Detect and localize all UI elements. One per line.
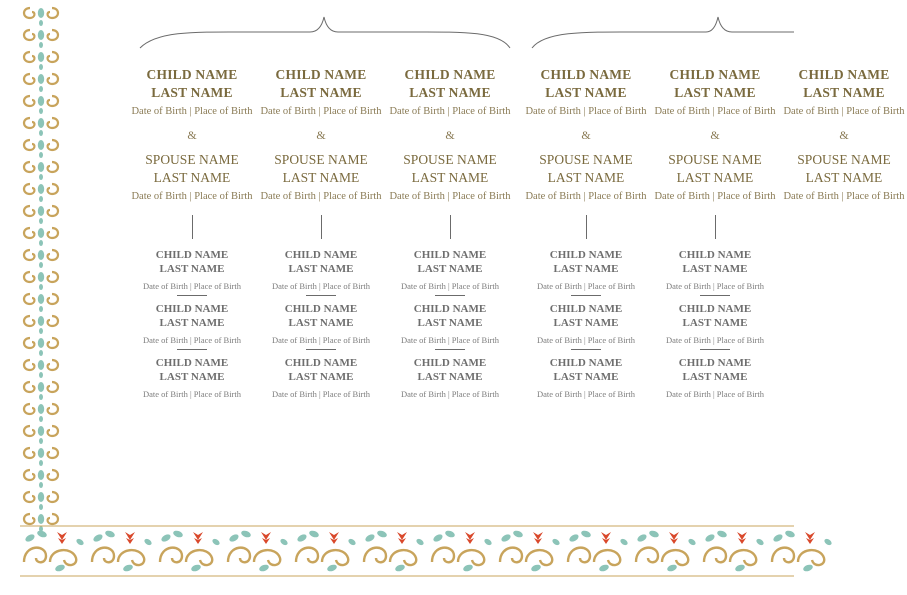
spouse-last-name[interactable]: LAST NAME [676,170,754,185]
grandchild-entry [523,248,649,291]
grandchild-last-name[interactable]: LAST NAME [417,371,483,383]
grandchild-first-name[interactable]: CHILD NAME [284,303,358,315]
grandchild-entry [387,356,513,399]
grandchild-first-name[interactable]: CHILD NAME [549,303,623,315]
child-first-name[interactable]: CHILD NAME [540,67,632,82]
child-birth-info[interactable]: Date of Birth | Place of Birth [525,106,647,117]
spouse-birth-info[interactable]: Date of Birth | Place of Birth [783,191,905,202]
spouse-birth-info[interactable]: Date of Birth | Place of Birth [260,191,382,202]
grandchild-last-name[interactable]: LAST NAME [553,317,619,329]
ampersand: & [445,128,455,142]
connector-line [715,215,716,239]
child-birth-info[interactable]: Date of Birth | Place of Birth [654,106,776,117]
sibling-divider [177,349,207,350]
grandchild-birth-info[interactable]: Date of Birth | Place of Birth [142,281,241,291]
grandchild-first-name[interactable]: CHILD NAME [155,357,229,369]
grandchild-birth-info[interactable]: Date of Birth | Place of Birth [400,335,499,345]
grandchild-last-name[interactable]: LAST NAME [288,371,354,383]
grandchild-first-name[interactable]: CHILD NAME [413,303,487,315]
family-column [523,66,649,399]
grandchild-first-name[interactable]: CHILD NAME [549,249,623,261]
spouse-first-name[interactable]: SPOUSE NAME [403,152,497,167]
grandchild-last-name[interactable]: LAST NAME [288,317,354,329]
child-last-name[interactable]: LAST NAME [803,85,885,100]
sibling-divider [571,349,601,350]
grandchild-last-name[interactable]: LAST NAME [159,371,225,383]
spouse-last-name[interactable]: LAST NAME [547,170,625,185]
grandchild-last-name[interactable]: LAST NAME [682,371,748,383]
connector-line [450,215,451,239]
sibling-divider [306,295,336,296]
grandchild-birth-info[interactable]: Date of Birth | Place of Birth [271,281,370,291]
family-column [258,66,384,399]
grandchild-birth-info[interactable]: Date of Birth | Place of Birth [271,335,370,345]
grandchild-last-name[interactable]: LAST NAME [288,263,354,275]
grandchild-entry [387,302,513,345]
spouse-birth-info[interactable]: Date of Birth | Place of Birth [525,191,647,202]
child-birth-info[interactable]: Date of Birth | Place of Birth [389,106,511,117]
spouse-first-name[interactable]: SPOUSE NAME [539,152,633,167]
spouse-last-name[interactable]: LAST NAME [153,170,231,185]
ampersand: & [581,128,591,142]
child-last-name[interactable]: LAST NAME [674,85,756,100]
grandchild-last-name[interactable]: LAST NAME [553,371,619,383]
grandchild-last-name[interactable]: LAST NAME [682,263,748,275]
child-first-name[interactable]: CHILD NAME [669,67,761,82]
grandchild-first-name[interactable]: CHILD NAME [678,249,752,261]
child-first-name[interactable]: CHILD NAME [146,67,238,82]
grandchild-birth-info[interactable]: Date of Birth | Place of Birth [536,335,635,345]
grandchild-first-name[interactable]: CHILD NAME [678,303,752,315]
ampersand: & [839,128,849,142]
child-last-name[interactable]: LAST NAME [280,85,362,100]
child-last-name[interactable]: LAST NAME [409,85,491,100]
grandchild-last-name[interactable]: LAST NAME [159,263,225,275]
grandchild-birth-info[interactable]: Date of Birth | Place of Birth [665,281,764,291]
left-brace-arc [138,14,512,54]
family-column [652,66,778,399]
spouse-first-name[interactable]: SPOUSE NAME [797,152,891,167]
grandchild-entry [652,302,778,345]
grandchild-last-name[interactable]: LAST NAME [553,263,619,275]
grandchild-first-name[interactable]: CHILD NAME [413,249,487,261]
grandchild-birth-info[interactable]: Date of Birth | Place of Birth [536,281,635,291]
grandchild-last-name[interactable]: LAST NAME [417,317,483,329]
grandchild-entry [652,248,778,291]
grandchild-first-name[interactable]: CHILD NAME [413,357,487,369]
grandchild-last-name[interactable]: LAST NAME [417,263,483,275]
ampersand: & [710,128,720,142]
spouse-birth-info[interactable]: Date of Birth | Place of Birth [654,191,776,202]
grandchild-entry [258,248,384,291]
grandchild-first-name[interactable]: CHILD NAME [155,249,229,261]
sibling-divider [435,349,465,350]
spouse-first-name[interactable]: SPOUSE NAME [668,152,762,167]
connector-line [321,215,322,239]
grandchild-birth-info[interactable]: Date of Birth | Place of Birth [142,335,241,345]
grandchild-birth-info[interactable]: Date of Birth | Place of Birth [536,389,635,399]
left-floral-border [18,0,68,520]
connector-line [586,215,587,239]
grandchild-first-name[interactable]: CHILD NAME [678,357,752,369]
child-first-name[interactable]: CHILD NAME [275,67,367,82]
grandchild-birth-info[interactable]: Date of Birth | Place of Birth [665,389,764,399]
spouse-birth-info[interactable]: Date of Birth | Place of Birth [131,191,253,202]
sibling-divider [177,295,207,296]
right-brace-arc [530,14,794,54]
child-last-name[interactable]: LAST NAME [151,85,233,100]
ampersand: & [187,128,197,142]
grandchild-entry [258,356,384,399]
grandchild-entry [129,356,255,399]
grandchild-entry [523,302,649,345]
grandchild-first-name[interactable]: CHILD NAME [155,303,229,315]
grandchild-birth-info[interactable]: Date of Birth | Place of Birth [665,335,764,345]
grandchild-first-name[interactable]: CHILD NAME [284,249,358,261]
spouse-first-name[interactable]: SPOUSE NAME [274,152,368,167]
sibling-divider [435,295,465,296]
grandchild-birth-info[interactable]: Date of Birth | Place of Birth [400,389,499,399]
connector-line [192,215,193,239]
sibling-divider [571,295,601,296]
child-first-name[interactable]: CHILD NAME [798,67,890,82]
grandchild-entry [129,302,255,345]
family-column [781,66,907,202]
spouse-last-name[interactable]: LAST NAME [282,170,360,185]
child-birth-info[interactable]: Date of Birth | Place of Birth [783,106,905,117]
ampersand: & [316,128,326,142]
sibling-divider [306,349,336,350]
grandchild-first-name[interactable]: CHILD NAME [284,357,358,369]
family-column [387,66,513,399]
grandchild-entry [387,248,513,291]
child-birth-info[interactable]: Date of Birth | Place of Birth [260,106,382,117]
spouse-last-name[interactable]: LAST NAME [805,170,883,185]
child-birth-info[interactable]: Date of Birth | Place of Birth [131,106,253,117]
grandchild-birth-info[interactable]: Date of Birth | Place of Birth [142,389,241,399]
spouse-last-name[interactable]: LAST NAME [411,170,489,185]
grandchild-last-name[interactable]: LAST NAME [682,317,748,329]
grandchild-entry [258,302,384,345]
grandchild-first-name[interactable]: CHILD NAME [549,357,623,369]
grandchild-entry [523,356,649,399]
grandchild-entry [129,248,255,291]
sibling-divider [700,295,730,296]
child-last-name[interactable]: LAST NAME [545,85,627,100]
child-first-name[interactable]: CHILD NAME [404,67,496,82]
grandchild-entry [652,356,778,399]
spouse-birth-info[interactable]: Date of Birth | Place of Birth [389,191,511,202]
grandchild-last-name[interactable]: LAST NAME [159,317,225,329]
bottom-floral-border [20,518,794,584]
spouse-first-name[interactable]: SPOUSE NAME [145,152,239,167]
sibling-divider [700,349,730,350]
grandchild-birth-info[interactable]: Date of Birth | Place of Birth [271,389,370,399]
family-column [129,66,255,399]
grandchild-birth-info[interactable]: Date of Birth | Place of Birth [400,281,499,291]
